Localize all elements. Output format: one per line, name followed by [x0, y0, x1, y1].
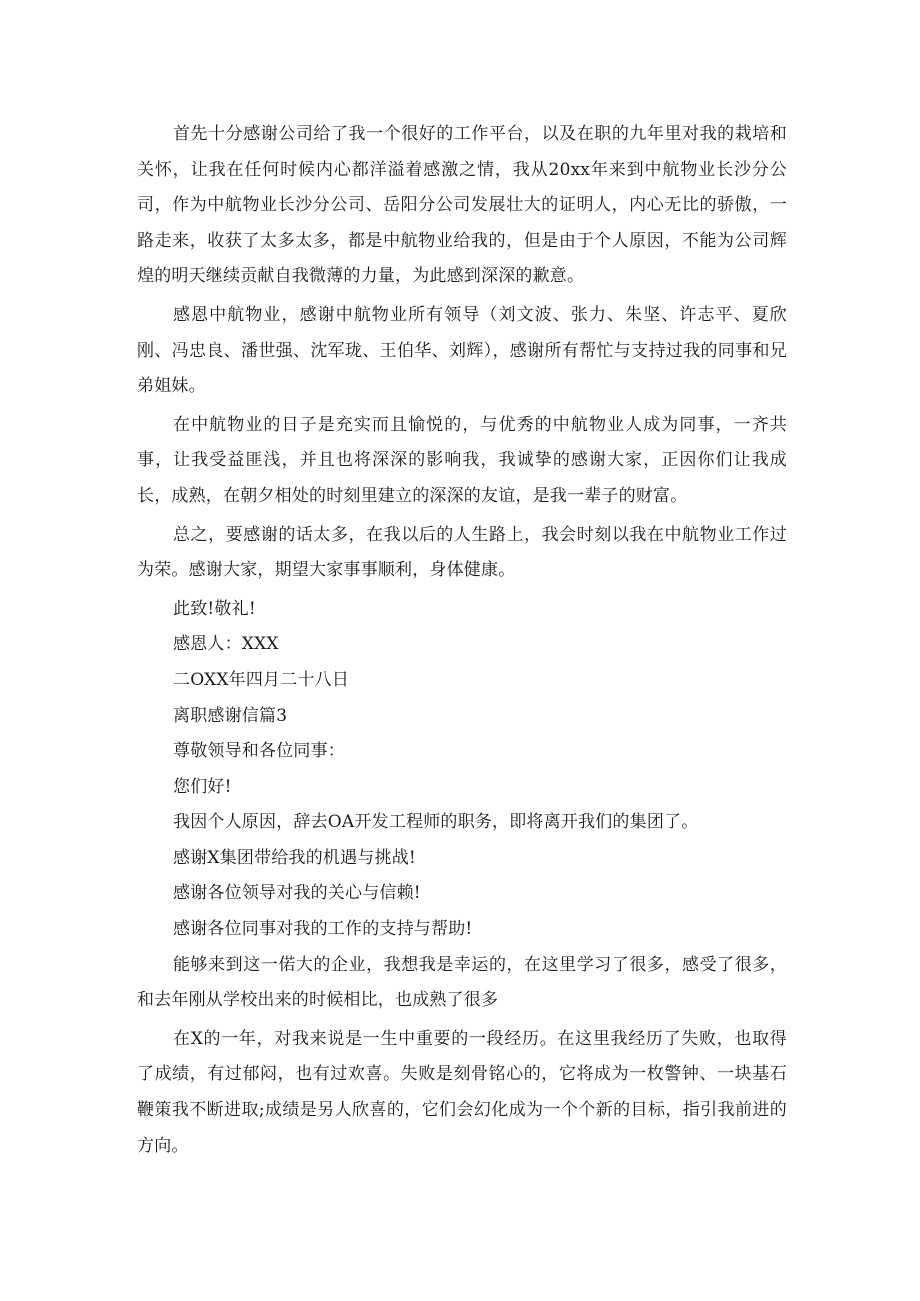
section-title: 离职感谢信篇3: [173, 705, 288, 726]
date-line: 二OXX年四月二十八日: [173, 669, 350, 690]
paragraph-days-at-company: 在中航物业的日子是充实而且愉悦的，与优秀的中航物业人成为同事，一齐共事，让我受益匪浅，并且也将深深的影响我，我诚挚的感谢大家，正因你们让我成长，成熟，在朝夕相处的时刻里建立的深深的友谊，是我一辈子的财富。: [137, 414, 787, 506]
paragraph-experience: 在X的一年，对我来说是一生中重要的一段经历。在这里我经历了失败，也取得了成绩，有过郁闷，也有过欢喜。失败是刻骨铭心的，它将成为一枚警钟、一块基石鞭策我不断进取;成绩是另人欣喜的，它们会幻化成为一个个新的目标，指引我前进的方向。: [137, 1028, 787, 1156]
paragraph-gratitude-leaders: 感恩中航物业，感谢中航物业所有领导（刘文波、张力、朱坚、许志平、夏欣刚、冯忠良、潘世强、沈军珑、王伯华、刘辉），感谢所有帮忙与支持过我的同事和兄弟姐妹。: [137, 304, 787, 397]
thanks-group-line: 感谢X集团带给我的机遇与挑战!: [173, 847, 416, 868]
signer-line: 感恩人：XXX: [173, 634, 279, 655]
thanks-colleagues-line: 感谢各位同事对我的工作的支持与帮助!: [173, 919, 473, 940]
greeting-line: 您们好!: [173, 776, 232, 797]
paragraph-conclusion: 总之，要感谢的话太多，在我以后的人生路上，我会时刻以我在中航物业工作过为荣。感谢大家，期望大家事事顺利，身体健康。: [137, 524, 787, 581]
salutation-line: 尊敬领导和各位同事：: [173, 741, 345, 762]
resignation-line: 我因个人原因，辞去OA开发工程师的职务，即将离开我们的集团了。: [173, 812, 699, 833]
letter-body: [137, 117, 787, 1167]
paragraph-gratitude-company: 首先十分感谢公司给了我一个很好的工作平台，以及在职的九年里对我的栽培和关怀，让我在任何时候内心都洋溢着感激之情，我从20xx年来到中航物业长沙分公司，作为中航物业长沙分公司、岳阳分公司发展壮大的证明人，内心无比的骄傲，一路走来，收获了太多太多，都是中航物业给我的，但是由于个人原因，不能为公司辉煌的明天继续贡献自我微薄的力量，为此感到深深的歉意。: [137, 124, 787, 287]
thanks-leaders-line: 感谢各位领导对我的关心与信赖!: [173, 883, 421, 904]
paragraph-fortunate: 能够来到这一偌大的企业，我想我是幸运的，在这里学习了很多，感受了很多，和去年刚从学校出来的时候相比，也成熟了很多: [137, 954, 787, 1011]
closing-line: 此致!敬礼!: [173, 598, 256, 619]
